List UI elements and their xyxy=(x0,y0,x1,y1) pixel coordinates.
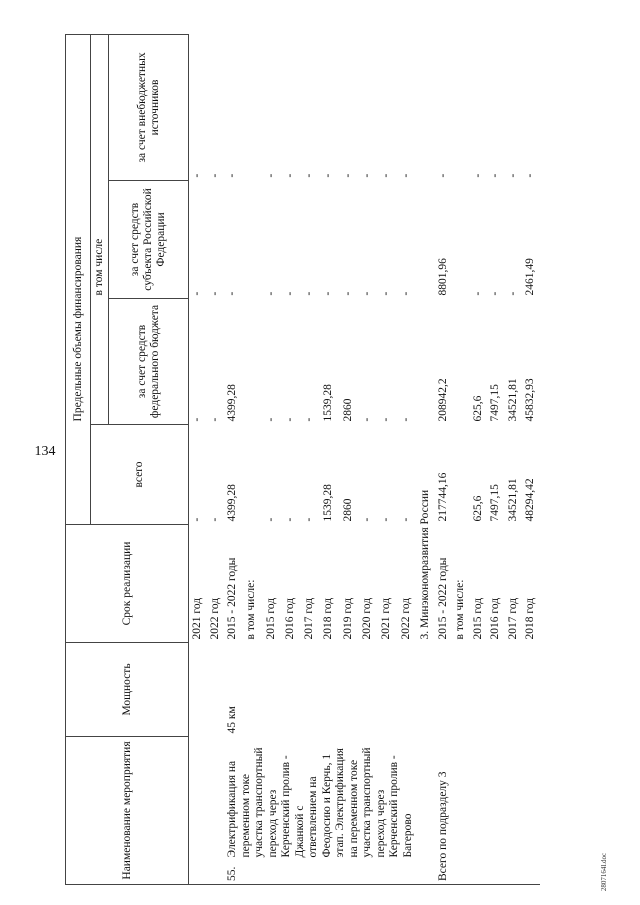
cell-extra: - xyxy=(341,173,354,178)
cell-total: 2860 xyxy=(341,498,354,522)
header-total: всего xyxy=(91,424,189,524)
cell-regional: - xyxy=(399,291,412,296)
table-row xyxy=(470,34,488,884)
cell-federal: 4399,28 xyxy=(226,384,238,422)
cell-regional: - xyxy=(471,291,484,296)
cell-total xyxy=(243,424,262,524)
cell-total: 4399,28 xyxy=(226,484,238,522)
cell-regional: - xyxy=(191,291,203,296)
cell-power xyxy=(301,642,320,736)
cell-power xyxy=(378,642,397,736)
cell-extra: - xyxy=(380,173,393,178)
header-power: Мощность xyxy=(66,642,189,736)
cell-name xyxy=(189,736,207,860)
cell-power xyxy=(340,642,359,736)
cell-period: 2015 - 2022 годы xyxy=(226,557,238,640)
cell-regional: - xyxy=(506,291,519,296)
cell-total: - xyxy=(303,517,316,522)
cell-period: в том числе: xyxy=(454,579,466,640)
cell-federal: 7497,15 xyxy=(489,384,501,422)
cell-blank xyxy=(417,861,435,885)
cell-power xyxy=(320,642,339,736)
cell-extra xyxy=(243,34,262,180)
cell-federal: 208942,2 xyxy=(436,378,449,422)
cell-total: 217744,16 xyxy=(436,472,449,522)
footer-doc-code: 2807164l.doc xyxy=(600,852,608,892)
cell-num xyxy=(189,861,207,885)
cell-federal: - xyxy=(264,417,277,422)
header-federal: за счет средств федерального бюджета xyxy=(109,298,189,424)
cell-period: 2018 год xyxy=(524,597,536,640)
cell-period: 2020 год xyxy=(361,597,374,640)
cell-extra: - xyxy=(436,173,449,178)
cell-blank xyxy=(417,642,435,736)
cell-extra: - xyxy=(283,173,296,178)
cell-federal: - xyxy=(361,417,374,422)
page-number: 134 xyxy=(34,444,56,459)
cell-num xyxy=(207,861,225,885)
cell-total: - xyxy=(208,517,221,522)
cell-total: 625,6 xyxy=(471,495,484,522)
header-name: Наименование мероприятия xyxy=(66,736,189,884)
table-row xyxy=(452,34,470,884)
rotated-table-page xyxy=(65,35,640,885)
cell-federal: 625,6 xyxy=(471,395,484,422)
cell-total xyxy=(452,424,470,524)
cell-name: Электрификация на переменном токе участка транспортный переход через Керченский пролив - Джанкой с ответвлением на Феодосию и Керчь, 1 этап. Электрификация на переменном токе участка транспортный переход через Керченский пролив - Багерово xyxy=(226,747,414,858)
cell-total: - xyxy=(191,517,203,522)
cell-federal: - xyxy=(208,417,221,422)
cell-federal: - xyxy=(283,417,296,422)
cell-period: 2021 год xyxy=(380,597,393,640)
cell-period: 2015 год xyxy=(471,597,484,640)
cell-extra: - xyxy=(471,173,484,178)
cell-extra: - xyxy=(489,173,501,178)
cell-extra: - xyxy=(524,173,536,178)
cell-period: 2021 год xyxy=(191,597,203,640)
cell-period: 2019 год xyxy=(341,597,354,640)
cell-regional: - xyxy=(226,291,238,296)
cell-extra: - xyxy=(361,173,374,178)
cell-federal xyxy=(243,298,262,424)
table-header xyxy=(66,34,189,884)
section-title: 3. Минэкономразвития России xyxy=(419,489,431,640)
cell-power xyxy=(189,642,207,736)
cell-extra: - xyxy=(303,173,316,178)
cell-power xyxy=(359,642,378,736)
cell-period: 2015 год xyxy=(264,597,277,640)
cell-period: 2018 год xyxy=(322,597,335,640)
table-row xyxy=(207,34,225,884)
cell-total: 7497,15 xyxy=(489,484,501,522)
cell-power xyxy=(398,642,417,736)
cell-total: - xyxy=(361,517,374,522)
table-body xyxy=(189,34,540,884)
cell-extra: - xyxy=(226,173,238,178)
table-row xyxy=(505,34,523,884)
cell-power xyxy=(282,642,301,736)
cell-total: - xyxy=(264,517,277,522)
cell-federal: 34521,81 xyxy=(506,378,519,422)
subtotal-row xyxy=(435,34,453,884)
cell-period: 2016 год xyxy=(283,597,296,640)
cell-extra: - xyxy=(399,173,412,178)
subtotal-label: Всего по подразделу 3 xyxy=(435,642,453,884)
cell-federal: - xyxy=(303,417,316,422)
cell-name xyxy=(207,736,225,860)
cell-regional: - xyxy=(303,291,316,296)
cell-federal: - xyxy=(191,417,203,422)
cell-power xyxy=(263,642,282,736)
cell-regional xyxy=(452,180,470,298)
header-extra: за счет внебюджетных источников xyxy=(109,34,189,180)
cell-regional: - xyxy=(361,291,374,296)
cell-total: 1539,28 xyxy=(322,484,335,522)
cell-blank xyxy=(505,642,523,884)
cell-power xyxy=(207,642,225,736)
cell-period: 2022 год xyxy=(208,597,221,640)
cell-blank xyxy=(522,642,540,884)
cell-period: 2022 год xyxy=(399,597,412,640)
cell-regional: - xyxy=(380,291,393,296)
cell-power xyxy=(243,642,262,736)
cell-regional: - xyxy=(341,291,354,296)
cell-regional: - xyxy=(264,291,277,296)
cell-blank xyxy=(452,642,470,884)
cell-federal: 2860 xyxy=(341,398,354,422)
cell-regional: 8801,96 xyxy=(436,258,449,296)
cell-regional: - xyxy=(208,291,221,296)
section-row xyxy=(417,34,435,884)
cell-total: - xyxy=(283,517,296,522)
cell-period: 2017 год xyxy=(506,597,519,640)
header-regional: за счет средств субъекта Российской Федерации xyxy=(109,180,189,298)
cell-total: - xyxy=(399,517,412,522)
cell-federal: 1539,28 xyxy=(322,384,335,422)
cell-period: 2017 год xyxy=(303,597,316,640)
cell-extra xyxy=(452,34,470,180)
cell-regional: - xyxy=(283,291,296,296)
cell-extra: - xyxy=(208,173,221,178)
header-funding-blank xyxy=(66,424,91,524)
header-funding-group: Предельные объемы финансирования xyxy=(66,34,91,424)
header-period: Срок реализации xyxy=(66,524,189,642)
table-row xyxy=(189,34,207,884)
cell-total: - xyxy=(380,517,393,522)
cell-total: 48294,42 xyxy=(524,478,536,522)
cell-federal: 45832,93 xyxy=(524,378,536,422)
cell-period: в том числе: xyxy=(245,579,258,640)
table-row xyxy=(487,34,505,884)
cell-regional xyxy=(243,180,262,298)
cell-extra: - xyxy=(191,173,203,178)
financing-table xyxy=(65,34,540,885)
cell-blank xyxy=(417,736,435,860)
cell-extra: - xyxy=(506,173,519,178)
cell-regional: - xyxy=(322,291,335,296)
cell-extra: - xyxy=(322,173,335,178)
cell-period: 2015 - 2022 годы xyxy=(436,557,449,640)
cell-federal xyxy=(452,298,470,424)
cell-blank xyxy=(487,642,505,884)
cell-period: 2016 год xyxy=(489,597,501,640)
cell-federal: - xyxy=(380,417,393,422)
cell-federal: - xyxy=(399,417,412,422)
cell-regional: 2461,49 xyxy=(524,258,536,296)
cell-total: 34521,81 xyxy=(506,478,519,522)
cell-power: 45 км xyxy=(226,706,238,734)
header-including: в том числе xyxy=(91,34,109,298)
table-row xyxy=(522,34,540,884)
cell-extra: - xyxy=(264,173,277,178)
cell-blank xyxy=(470,642,488,884)
cell-num: 55. xyxy=(224,861,417,885)
cell-regional: - xyxy=(489,291,501,296)
header-including-blank xyxy=(91,298,109,424)
table-row-item-55 xyxy=(224,34,243,884)
